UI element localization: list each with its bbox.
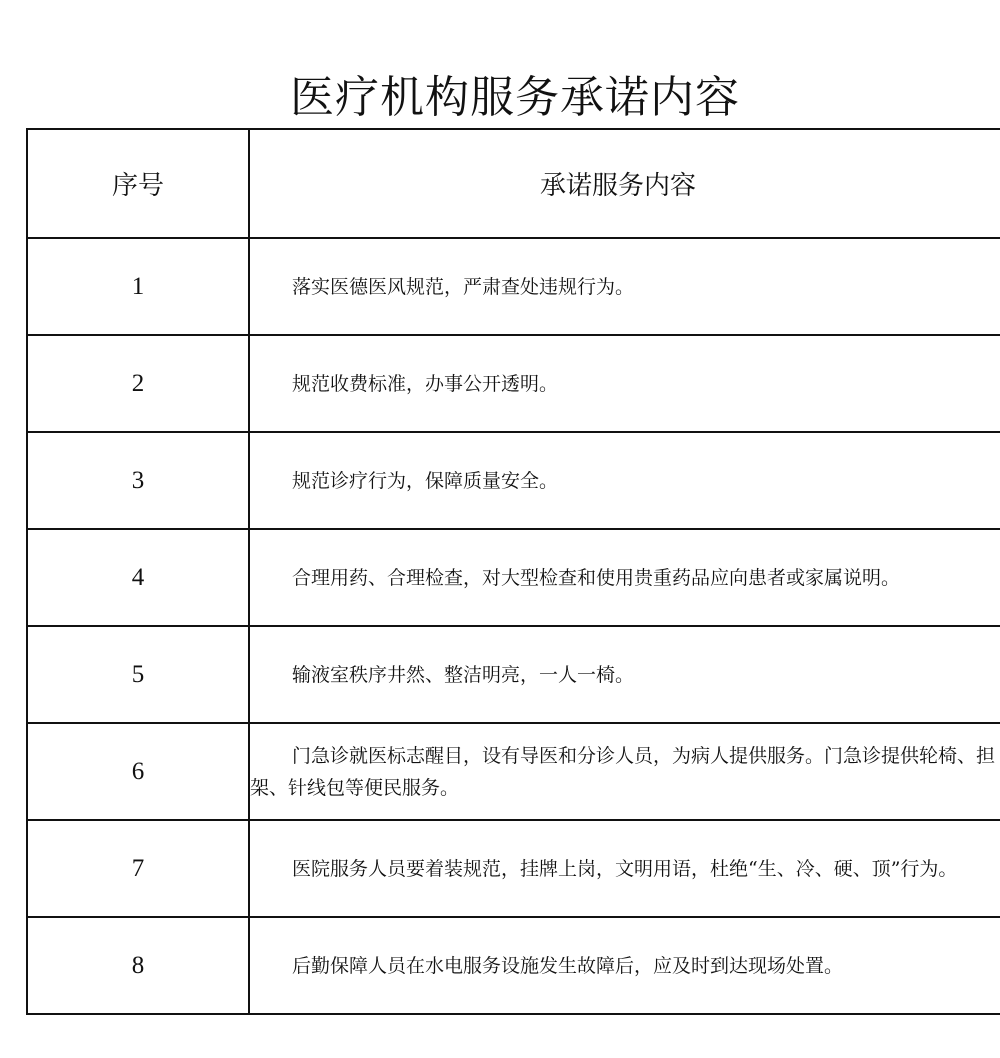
row-content (249, 335, 1000, 432)
row-number: 2 (27, 335, 249, 432)
row-content (249, 432, 1000, 529)
row-content-text: 落实医德医风规范，严肃查处违规行为。 (292, 275, 635, 298)
row-number: 8 (27, 917, 249, 1014)
row-content-text: 医院服务人员要着装规范，挂牌上岗，文明用语，杜绝“生、冷、硬、顶”行为。 (292, 857, 958, 880)
row-number: 1 (27, 238, 249, 335)
row-content (249, 238, 1000, 335)
row-number: 5 (27, 626, 249, 723)
row-content (249, 626, 1000, 723)
table-row (27, 335, 1000, 432)
table-row (27, 626, 1000, 723)
table-row (27, 917, 1000, 1014)
row-content-text: 规范诊疗行为，保障质量安全。 (292, 469, 559, 492)
service-promise-table (26, 128, 1000, 1015)
table-row (27, 820, 1000, 917)
row-content (249, 820, 1000, 917)
row-content-text: 输液室秩序井然、整洁明亮，一人一椅。 (292, 663, 635, 686)
table-header-row (27, 129, 1000, 238)
row-content-text: 规范收费标准，办事公开透明。 (292, 372, 559, 395)
row-number: 7 (27, 820, 249, 917)
page-title: 医疗机构服务承诺内容 (290, 72, 740, 123)
row-content-text: 合理用药、合理检查，对大型检查和使用贵重药品应向患者或家属说明。 (292, 566, 901, 589)
row-number: 4 (27, 529, 249, 626)
table-row (27, 529, 1000, 626)
table-row (27, 432, 1000, 529)
column-header-number: 序号 (27, 129, 249, 238)
row-content-text: 门急诊就医标志醒目，设有导医和分诊人员，为病人提供服务。门急诊提供轮椅、担架、针线包等便民服务。 (250, 744, 996, 799)
table-row (27, 723, 1000, 820)
column-header-content: 承诺服务内容 (249, 129, 1000, 238)
row-number: 6 (27, 723, 249, 820)
row-number: 3 (27, 432, 249, 529)
row-content-text: 后勤保障人员在水电服务设施发生故障后，应及时到达现场处置。 (292, 954, 844, 977)
table-row (27, 238, 1000, 335)
row-content (249, 723, 1000, 820)
row-content (249, 529, 1000, 626)
row-content (249, 917, 1000, 1014)
